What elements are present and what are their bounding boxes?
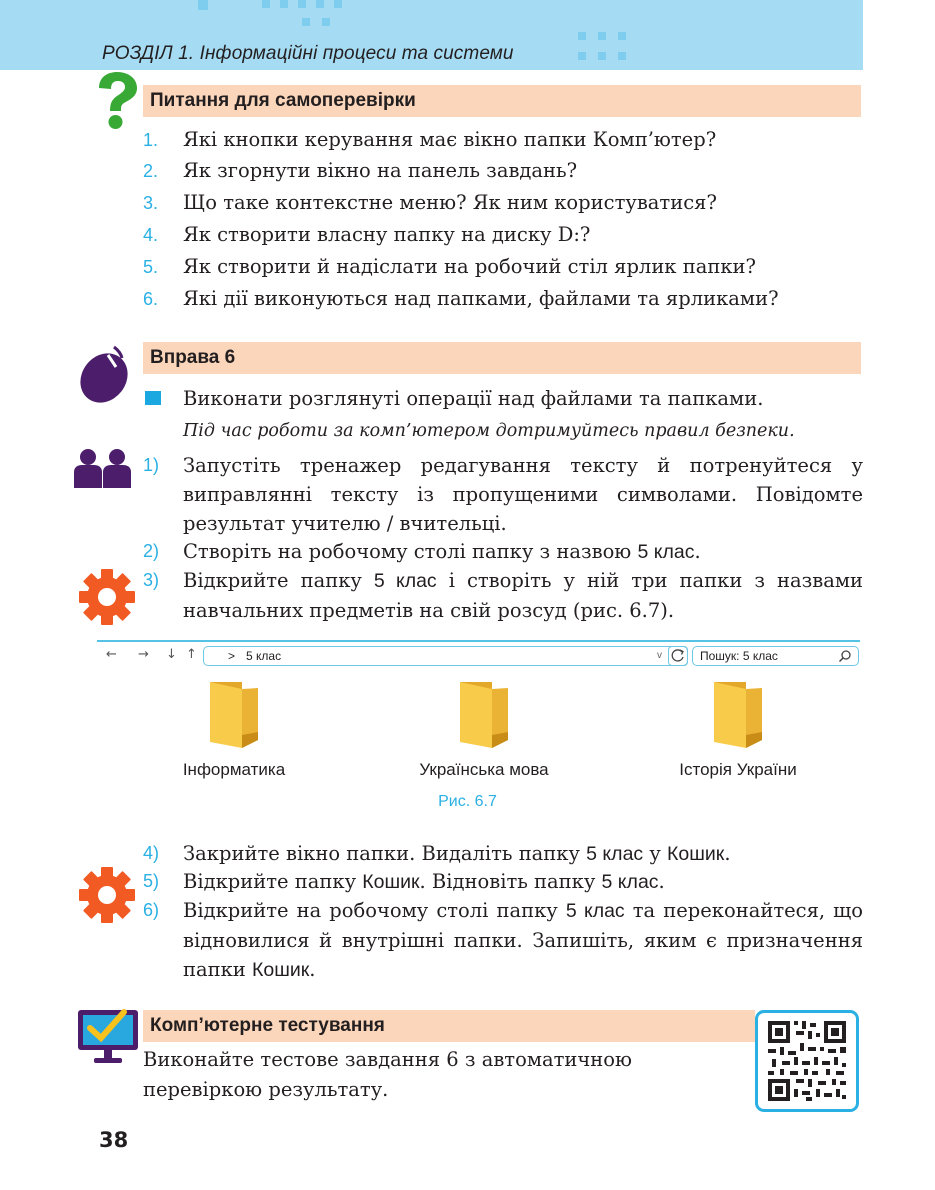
- question-item: [143, 187, 717, 219]
- decor-square: [578, 52, 586, 60]
- folder-name: 5 клас: [637, 541, 695, 563]
- question-item: [143, 155, 577, 187]
- step-text-part: Відкрийте на робочому столі папку: [183, 899, 566, 922]
- question-item: [143, 124, 716, 156]
- step-text-part: Закрийте вікно папки. Видаліть папку: [183, 842, 587, 865]
- gear-icon: [78, 568, 136, 630]
- folder-label[interactable]: Українська мова: [419, 760, 549, 779]
- address-bar[interactable]: [203, 646, 688, 666]
- decor-square: [618, 32, 626, 40]
- step-text-part: .: [309, 958, 316, 981]
- decor-square: [298, 0, 306, 8]
- exercise-title: Вправа 6: [143, 342, 861, 374]
- decor-square: [280, 0, 288, 8]
- bullet-square: [145, 391, 161, 405]
- up-arrow-icon[interactable]: ↑: [186, 647, 197, 662]
- search-icon: [838, 649, 852, 663]
- decor-square: [198, 0, 208, 10]
- search-placeholder: Пошук: 5 клас: [700, 649, 778, 663]
- folder-name: Кошик: [362, 871, 420, 893]
- question-text: Які кнопки керування має вікно папки Комп’ютер?: [183, 128, 717, 151]
- monitor-check-icon: [76, 1008, 142, 1070]
- decor-square: [598, 32, 606, 40]
- folder-icon[interactable]: [712, 680, 764, 752]
- self-check-title: Питання для самоперевірки: [143, 85, 861, 117]
- question-mark-icon: [93, 72, 141, 134]
- question-text: Як створити власну папку на диску D:?: [183, 223, 591, 246]
- forward-arrow-icon[interactable]: →: [138, 647, 149, 662]
- decor-square: [598, 52, 606, 60]
- step-text-part: у: [643, 842, 668, 865]
- folder-icon[interactable]: [458, 680, 510, 752]
- step-number: 2): [143, 541, 160, 561]
- back-arrow-icon[interactable]: ←: [106, 647, 117, 662]
- step-text-part: Створіть на робочому столі папку з назвою: [183, 540, 638, 563]
- qr-code-icon: [758, 1013, 856, 1109]
- figure-caption: Рис. 6.7: [438, 793, 497, 810]
- explorer-top-line: [97, 640, 860, 642]
- decor-square: [618, 52, 626, 60]
- question-number: 5.: [143, 257, 159, 277]
- decor-square: [322, 18, 330, 26]
- breadcrumb-separator: >: [228, 649, 236, 663]
- folder-name: Кошик: [667, 843, 725, 865]
- step-number: 6): [143, 900, 160, 920]
- step-text: [183, 451, 863, 539]
- step-text: [183, 566, 863, 626]
- exercise-intro: Виконати розглянуті операції над файлами та папками.: [183, 387, 764, 410]
- step-text-part: Відкрийте папку: [183, 569, 374, 592]
- address-path: 5 клас: [246, 649, 282, 663]
- search-input[interactable]: [692, 646, 859, 666]
- step-text: [183, 839, 863, 869]
- step-text-part: і створіть у ній три папки з назвами навчальних предметів на свій розсуд (рис. 6.7).: [183, 569, 863, 622]
- people-icon: [72, 448, 134, 492]
- step-number: 3): [143, 570, 160, 590]
- question-text: Як згорнути вікно на панель завдань?: [183, 159, 578, 182]
- question-item: [143, 251, 756, 283]
- qr-code[interactable]: [755, 1010, 859, 1112]
- folder-label[interactable]: Інформатика: [182, 760, 286, 779]
- decor-square: [262, 0, 270, 8]
- question-number: 3.: [143, 193, 159, 213]
- folder-label[interactable]: Історія України: [679, 760, 797, 779]
- question-text: Які дії виконуються над папками, файлами та ярликами?: [183, 287, 779, 310]
- folder-name: Кошик: [252, 959, 310, 981]
- refresh-icon: [669, 647, 687, 665]
- folder-name: 5 клас: [601, 871, 659, 893]
- decor-square: [578, 32, 586, 40]
- question-item: [143, 283, 779, 315]
- folder-name: 5 клас: [565, 900, 625, 922]
- gear-icon: [78, 866, 136, 928]
- recent-arrow-icon[interactable]: ↓: [166, 647, 177, 662]
- step-text: [183, 867, 863, 897]
- decor-square: [316, 0, 324, 8]
- testing-title: Комп’ютерне тестування: [143, 1010, 755, 1042]
- step-number: 5): [143, 871, 160, 891]
- question-number: 4.: [143, 225, 159, 245]
- step-text: [183, 896, 863, 986]
- question-item: [143, 219, 590, 251]
- folder-icon[interactable]: [208, 680, 260, 752]
- step-text-part: .: [724, 842, 731, 865]
- folder-name: 5 клас: [586, 843, 644, 865]
- chevron-down-icon[interactable]: v: [657, 650, 662, 661]
- step-text-part: та переконайтеся, що відновилися й внутрішні папки. Запишіть, яким є призначення папки: [183, 899, 864, 981]
- testing-text: Виконайте тестове завдання 6 з автоматичною перевіркою результату.: [143, 1048, 633, 1101]
- question-number: 6.: [143, 289, 159, 309]
- step-number: 1): [143, 455, 160, 475]
- step-text-part: .: [694, 540, 701, 563]
- safety-note: Під час роботи за комп’ютером дотримуйтесь правил безпеки.: [183, 421, 795, 441]
- step-text-part: Відкрийте папку: [183, 870, 363, 893]
- page-number: 38: [99, 1128, 129, 1152]
- step-text-part: . Відновіть папку: [419, 870, 602, 893]
- step-text: [183, 537, 863, 567]
- folder-name: 5 клас: [373, 570, 437, 592]
- question-text: Як створити й надіслати на робочий стіл ярлик папки?: [183, 255, 756, 278]
- question-number: 1.: [143, 130, 159, 150]
- refresh-button[interactable]: [668, 646, 688, 666]
- decor-square: [302, 18, 310, 26]
- question-number: 2.: [143, 161, 159, 181]
- mouse-icon: [74, 345, 134, 411]
- question-text: Що таке контекстне меню? Як ним користуватися?: [183, 191, 717, 214]
- step-text-part: Запустіть тренажер редагування тексту й потренуйтеся у виправлянні тексту із пропущеними символами. Повідомте результат учителю / вчительці.: [183, 454, 863, 535]
- decor-square: [334, 0, 342, 8]
- step-number: 4): [143, 843, 160, 863]
- chapter-title: РОЗДІЛ 1. Інформаційні процеси та системи: [102, 43, 514, 64]
- step-text-part: .: [658, 870, 665, 893]
